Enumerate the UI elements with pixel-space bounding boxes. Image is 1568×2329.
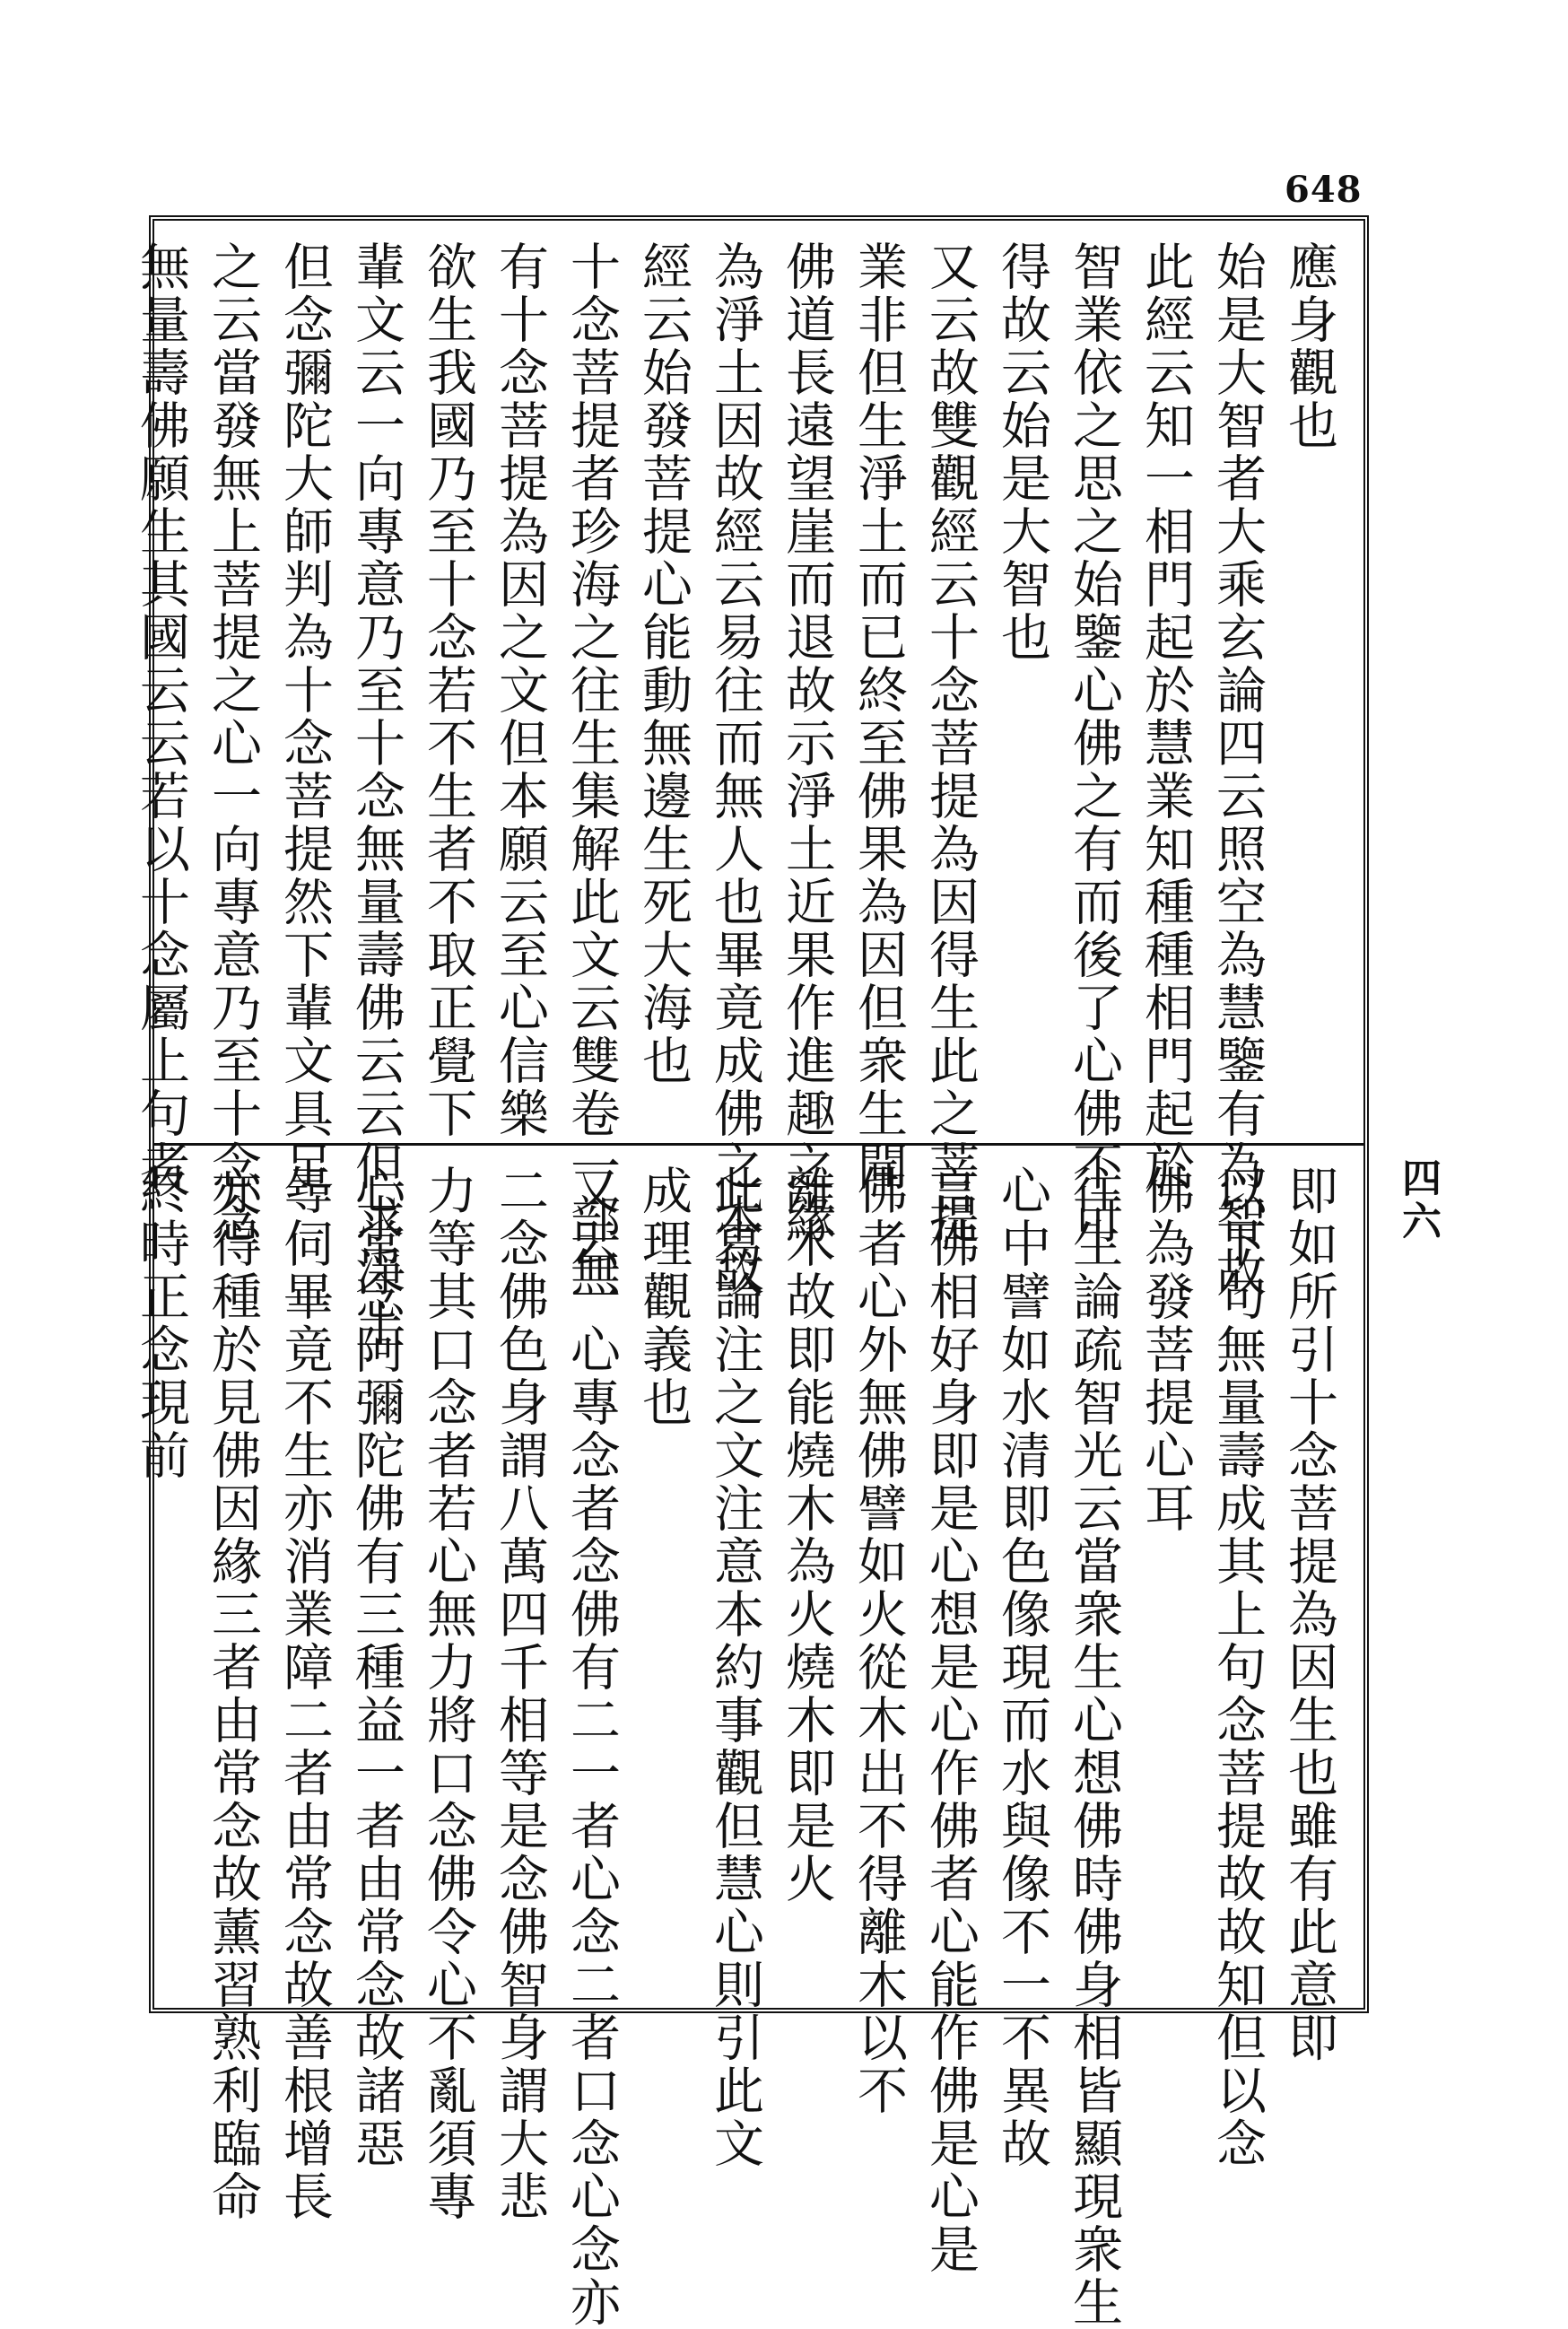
text-column: 無量壽佛願生其國云云若以十念屬上句者: [132, 240, 190, 1193]
text-column: 應身觀也: [1280, 240, 1338, 452]
text-column: 得故云始是大智也: [993, 240, 1051, 664]
text-column: 力等其口念者若心無力將口念佛令心不亂須專: [419, 1164, 477, 2223]
text-column: 有十念菩提為因之文但本願云至心信樂: [491, 240, 549, 1140]
text-column: 欲生我國乃至十念若不生者不取正覺下: [419, 240, 477, 1140]
text-column: 但念彌陀大師判為十念菩提然下輩文具足: [275, 240, 334, 1193]
section-divider: [154, 1143, 1363, 1146]
text-column: 尋伺畢竟不生亦消業障二者由常念故善根增長: [275, 1164, 334, 2223]
text-column: 佛道長遠望崖而退故示淨土近果作進趣之緣: [778, 240, 836, 1246]
text-column: 心常念阿彌陀佛有三種益一者由常念故諸惡: [347, 1164, 405, 2170]
side-folio: 四六: [1395, 1157, 1441, 1243]
text-column: 言佛相好身即是心想是心作佛者心能作佛是心是: [921, 1164, 980, 2276]
text-column: 亦得種於見佛因緣三者由常念故薰習熟利臨命: [204, 1164, 262, 2223]
text-column: 成理觀義也: [634, 1164, 693, 1429]
text-frame: [132, 215, 1369, 2329]
text-column: 離木故即能燒木為火燒木即是火: [778, 1164, 836, 1906]
text-column: 即如所引十念菩提為因生也雖有此意即: [1280, 1164, 1338, 2064]
text-column: 又云一心專念者念佛有二一者心念二者口念心念亦: [562, 1164, 621, 2329]
text-column: 二念佛色身謂八萬四千相等是念佛智身謂大悲: [491, 1164, 549, 2223]
text-column: 以下句無量壽成其上句念菩提故故知但以念: [1208, 1164, 1267, 2170]
text-column: 之云當發無上菩提之心一向專意乃至十念念: [204, 240, 262, 1246]
text-column: 始是大智者大乘玄論四云照空為慧鑒有為智故: [1208, 240, 1267, 1299]
text-column: 經云始發菩提心能動無邊生死大海也: [634, 240, 693, 1087]
page-number: 648: [1285, 169, 1363, 211]
text-column: 此經云知一相門起於慧業知種種相門起於: [1137, 240, 1195, 1193]
text-column: 心中譬如水清即色像現而水與像不一不異故: [993, 1164, 1051, 2170]
text-column: 此寫論注之文注意本約事觀但慧心則引此文: [706, 1164, 764, 2170]
text-column: 終時正念現前: [132, 1164, 190, 1482]
text-column: 又云故雙觀經云十念菩提為因得生此之菩提: [921, 240, 980, 1246]
text-column: 佛為發菩提心耳: [1137, 1164, 1195, 1535]
text-column: 往生論疏智光云當衆生心想佛時佛身相皆顯現衆生: [1065, 1164, 1123, 2329]
text-column: 為淨土因故經云易往而無人也畢竟成佛之本故: [706, 240, 764, 1299]
text-column: 業非但生淨土而已終至佛果為因但衆生聞: [849, 240, 908, 1193]
text-column: 智業依之思之始鑒心佛之有而後了心佛不可: [1065, 240, 1123, 1246]
text-column: 佛者心外無佛譬如火從木出不得離木以不: [849, 1164, 908, 2117]
text-column: 輩文云一向專意乃至十念無量壽佛云云但求淨土: [347, 240, 405, 1352]
lower-text-block: [132, 1164, 1338, 2329]
text-column: 十念菩提者珍海之往生集解此文云雙卷一部無: [562, 240, 621, 1299]
